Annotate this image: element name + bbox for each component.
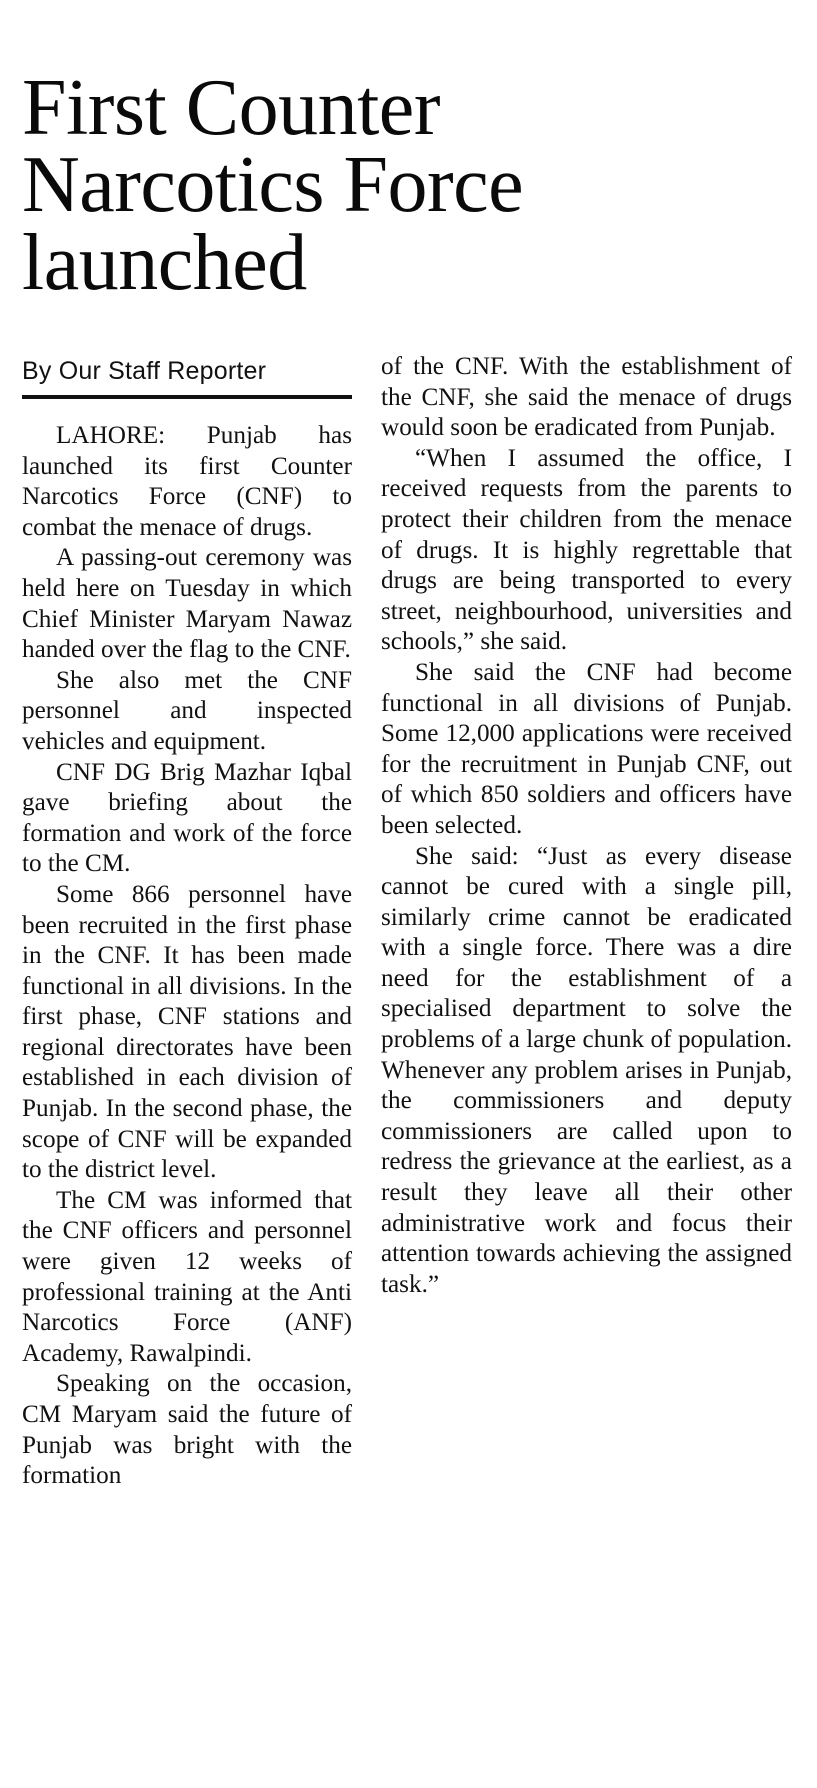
article-headline [22,63,782,307]
paragraph: She said: “Just as every disease cannot be cured with a single pill, similarly crime cannot be eradicated with a single force. There was a dire need for the establishment of a specialised department to solve the problems of a large chunk of population. Whenever any problem arises in Punjab, the commissioners and deputy commissioners are called upon to redress the grievance at the earliest, as a result they leave all their other administrative work and focus their attention towards achieving the assigned task.” [381,842,792,1298]
headline-line-3: launched [22,218,307,307]
paragraph: She also met the CNF personnel and inspected vehicles and equipment. [22,666,352,755]
headline-line-1: First Counter [22,63,440,152]
headline-line-2: Narcotics Force [22,141,524,230]
paragraph: CNF DG Brig Mazhar Iqbal gave briefing about the formation and work of the force to the CM. [22,758,352,878]
byline: By Our Staff Reporter [22,357,267,385]
article-column-right [381,352,792,1300]
paragraph-continuation: of the CNF. With the establishment of the CNF, she said the menace of drugs would soon be eradicated from Punjab. [381,353,792,442]
paragraph: LAHORE: Punjab has launched its first Counter Narcotics Force (CNF) to combat the menace of drugs. [22,422,352,541]
paragraph: Some 866 personnel have been recruited in the first phase in the CNF. It has been made functional in all divisions. In the first phase, CNF stations and regional directorates have been established in each division of Punjab. In the second phase, the scope of CNF will be expanded to the district level. [22,880,352,1184]
paragraph: The CM was informed that the CNF officers and personnel were given 12 weeks of professional training at the Anti Narcotics Force (ANF) Academy, Rawalpindi. [22,1186,352,1367]
paragraph: She said the CNF had become functional in all divisions of Punjab. Some 12,000 applications were received for the recruitment in Punjab CNF, out of which 850 soldiers and officers have been selected. [381,658,792,839]
byline-divider [22,395,352,399]
paragraph: A passing-out ceremony was held here on Tuesday in which Chief Minister Maryam Nawaz handed over the flag to the CNF. [22,544,352,664]
article-column-left [22,352,352,1492]
paragraph: Speaking on the occasion, CM Maryam said the future of Punjab was bright with the formation [22,1370,352,1490]
paragraph: “When I assumed the office, I received requests from the parents to protect their children from the menace of drugs. It is highly regrettable that drugs are being transported to every street, neighbourhood, universities and schools,” she said. [381,444,792,656]
